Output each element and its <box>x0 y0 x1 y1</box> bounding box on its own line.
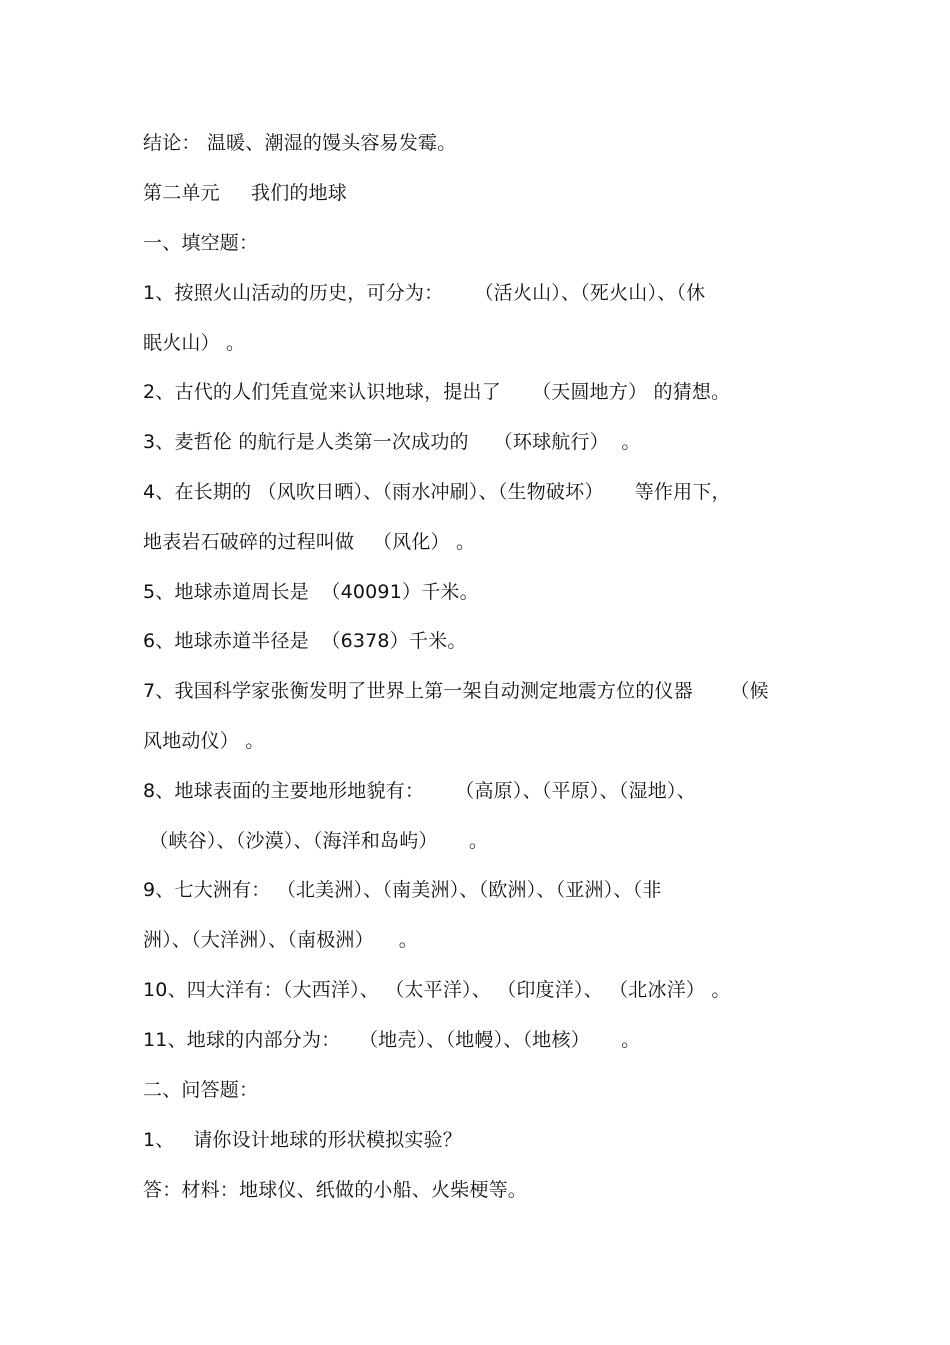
question-9-line-2: 洲）、（大洋洲）、（南极洲） 。 <box>143 929 418 951</box>
qa-question-1: 1、 请你设计地球的形状模拟实验？ <box>143 1129 463 1151</box>
conclusion-line: 结论： 温暖、潮湿的馒头容易发霉。 <box>143 132 457 154</box>
question-8-line-1: 8、地球表面的主要地形地貌有： （高原）、（平原）、（湿地）、 <box>143 780 696 802</box>
question-9-line-1: 9、七大洲有： （北美洲）、（南美洲）、（欧洲）、（亚洲）、（非 <box>143 879 662 901</box>
question-10: 10、四大洋有：（大西洋）、 （太平洋）、 （印度洋）、 （北冰洋） 。 <box>143 979 731 1001</box>
section-heading-qa: 二、问答题： <box>143 1079 259 1101</box>
question-1-line-1: 1、按照火山活动的历史，可分为： （活火山）、（死火山）、（休 <box>143 282 706 304</box>
unit-title: 第二单元 我们的地球 <box>143 182 347 204</box>
question-4-line-2: 地表岩石破碎的过程叫做 （风化） 。 <box>143 531 476 553</box>
question-11: 11、地球的内部分为： （地壳）、（地幔）、（地核） 。 <box>143 1029 641 1051</box>
question-6: 6、地球赤道半径是 （6378）千米。 <box>143 630 467 652</box>
question-7-line-1: 7、我国科学家张衡发明了世界上第一架自动测定地震方位的仪器 （候 <box>143 680 769 702</box>
question-3: 3、麦哲伦 的航行是人类第一次成功的 （环球航行） 。 <box>143 431 641 453</box>
question-2: 2、古代的人们凭直觉来认识地球，提出了 （天圆地方） 的猜想。 <box>143 381 731 403</box>
question-7-line-2: 风地动仪） 。 <box>143 730 265 752</box>
question-5: 5、地球赤道周长是 （40091）千米。 <box>143 581 479 603</box>
question-1-line-2: 眠火山） 。 <box>143 332 246 354</box>
section-heading-fill-blank: 一、填空题： <box>143 232 259 254</box>
question-8-line-2: （峡谷）、（沙漠）、（海洋和岛屿） 。 <box>143 830 489 852</box>
qa-answer-1: 答：材料：地球仪、纸做的小船、火柴梗等。 <box>143 1179 528 1201</box>
question-4-line-1: 4、在长期的 （风吹日晒）、（雨水冲刷）、（生物破坏） 等作用下， <box>143 481 731 503</box>
